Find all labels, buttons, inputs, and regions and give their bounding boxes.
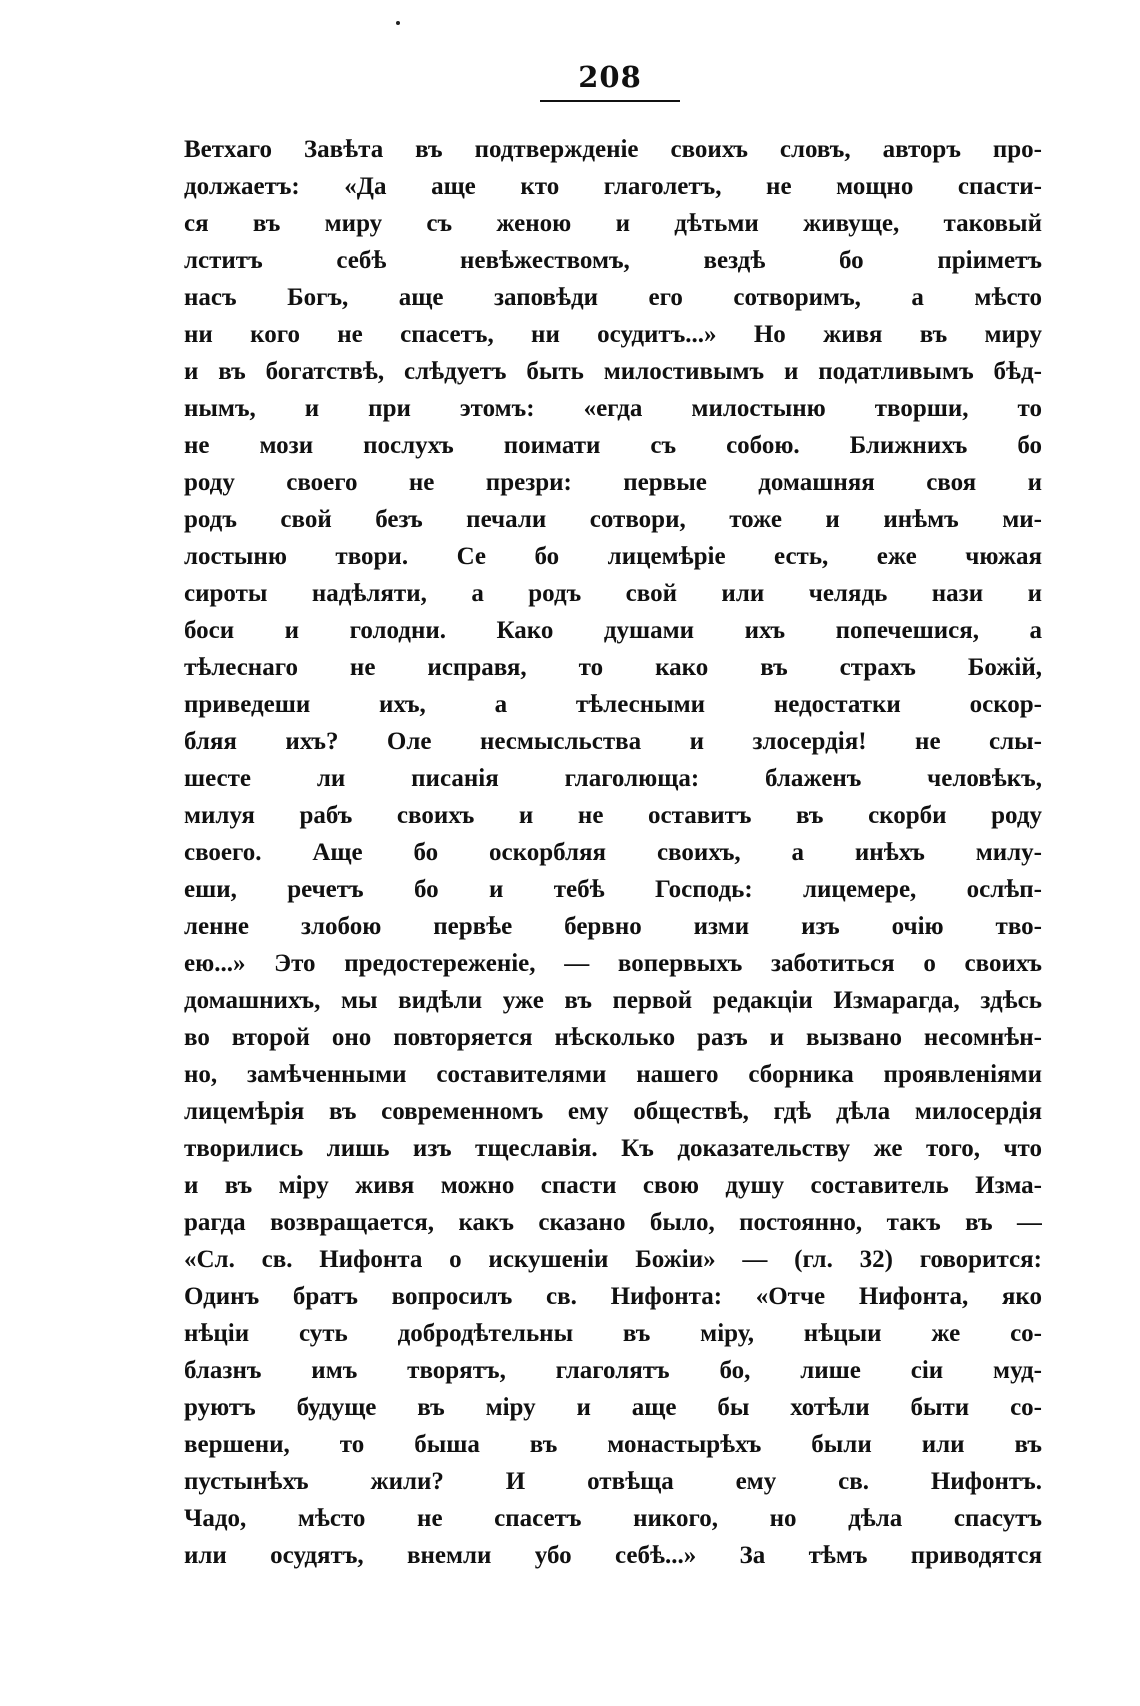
text-line: тѣлеснаго не исправя, то како въ страхъ Божій, — [184, 654, 1042, 681]
text-line: нымъ, и при этомъ: «егда милостыню творши, то — [184, 395, 1042, 422]
text-line: блазнъ имъ творятъ, глаголятъ бо, лише сіи муд- — [184, 1357, 1042, 1384]
text-line: Одинъ братъ вопросилъ св. Нифонта: «Отче Нифонта, яко — [184, 1283, 1042, 1310]
text-line: шесте ли писанія глаголюща: блаженъ человѣкъ, — [184, 765, 1042, 792]
text-line: домашнихъ, мы видѣли уже въ первой редакціи Измарагда, здѣсь — [184, 987, 1042, 1014]
text-line: ся въ миру съ женою и дѣтьми живуще, таковый — [184, 210, 1042, 237]
text-line: милуя рабъ своихъ и не оставитъ въ скорби роду — [184, 802, 1042, 829]
print-speck — [396, 21, 400, 25]
body-text — [184, 131, 1042, 1574]
text-line: лостыню твори. Се бо лицемѣріе есть, еже чюжая — [184, 543, 1042, 570]
page-number: 208 — [578, 60, 642, 94]
page-number-rule — [540, 100, 680, 102]
text-line: творились лишь изъ тщеславія. Къ доказательству же того, что — [184, 1135, 1042, 1162]
text-line: ленне злобою первѣе бервно изми изъ очію тво- — [184, 913, 1042, 940]
text-line: но, замѣченными составителями нашего сборника проявленіями — [184, 1061, 1042, 1088]
text-line: бляя ихъ? Оле несмысльства и злосердія! не слы- — [184, 728, 1042, 755]
text-line: своего. Аще бо оскорбляя своихъ, а инѣхъ милу- — [184, 839, 1042, 866]
text-line: должаетъ: «Да аще кто глаголетъ, не мощно спасти- — [184, 173, 1042, 200]
text-line: рагда возвращается, какъ сказано было, постоянно, такъ въ — — [184, 1209, 1042, 1236]
text-line: роду своего не презри: первые домашняя своя и — [184, 469, 1042, 496]
text-line: боси и голодни. Како душами ихъ попечешися, а — [184, 617, 1042, 644]
text-line: лститъ себѣ невѣжествомъ, вездѣ бо пріиметъ — [184, 247, 1042, 274]
text-line: приведеши ихъ, а тѣлесными недостатки оскор- — [184, 691, 1042, 718]
text-line: во второй оно повторяется нѣсколько разъ и вызвано несомнѣн- — [184, 1024, 1042, 1051]
text-line: руютъ будуще въ міру и аще бы хотѣли быти со- — [184, 1394, 1042, 1421]
text-line: сироты надѣляти, а родъ свой или челядь нази и — [184, 580, 1042, 607]
text-line: или осудятъ, внемли убо себѣ...» За тѣмъ приводятся — [184, 1542, 1042, 1569]
text-line: и въ богатствѣ, слѣдуетъ быть милостивымъ и податливымъ бѣд- — [184, 358, 1042, 385]
text-line: ни кого не спасетъ, ни осудитъ...» Но живя въ миру — [184, 321, 1042, 348]
text-line: пустынѣхъ жили? И отвѣща ему св. Нифонтъ. — [184, 1468, 1042, 1495]
text-line: нѣціи суть добродѣтельны въ міру, нѣцыи же со- — [184, 1320, 1042, 1347]
text-line: и въ міру живя можно спасти свою душу составитель Изма- — [184, 1172, 1042, 1199]
text-line: лицемѣрія въ современномъ ему обществѣ, гдѣ дѣла милосердія — [184, 1098, 1042, 1125]
text-line: вершени, то быша въ монастырѣхъ были или въ — [184, 1431, 1042, 1458]
text-line: ею...» Это предостереженіе, — вопервыхъ заботиться о своихъ — [184, 950, 1042, 977]
text-line: насъ Богъ, аще заповѣди его сотворимъ, а мѣсто — [184, 284, 1042, 311]
text-line: Ветхаго Завѣта въ подтвержденіе своихъ словъ, авторъ про- — [184, 136, 1042, 163]
text-line: Чадо, мѣсто не спасетъ никого, но дѣла спасутъ — [184, 1505, 1042, 1532]
text-line: «Сл. св. Нифонта о искушеніи Божіи» — (гл. 32) говорится: — [184, 1246, 1042, 1273]
text-line: не мози послухъ поимати съ собою. Ближнихъ бо — [184, 432, 1042, 459]
text-line: родъ свой безъ печали сотвори, тоже и инѣмъ ми- — [184, 506, 1042, 533]
text-line: еши, речетъ бо и тебѣ Господь: лицемере, ослѣп- — [184, 876, 1042, 903]
